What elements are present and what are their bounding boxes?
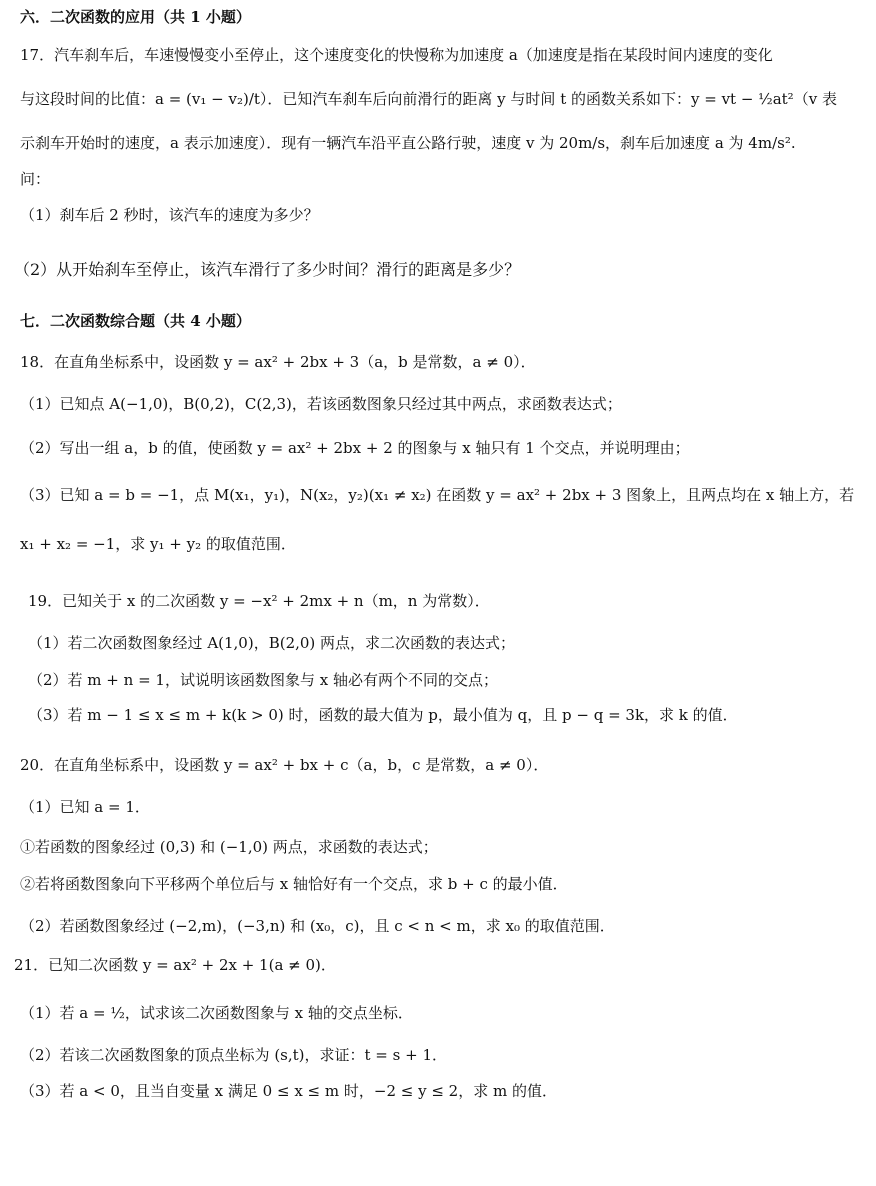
q20-part-1-sub-2: ②若将函数图象向下平移两个单位后与 x 轴恰好有一个交点，求 b + c 的最小值． (20, 875, 568, 893)
q17-part-2: （2）从开始刹车至停止，该汽车滑行了多少时间？滑行的距离是多少？ (14, 260, 521, 279)
q18-part-1: （1）已知点 A(−1,0)，B(0,2)，C(2,3)，若该函数图象只经过其中两点，求函数表达式； (20, 395, 622, 413)
q17-line-3: 示刹车开始时的速度，a 表示加速度）．现有一辆汽车沿平直公路行驶，速度 v 为 20m/s，刹车后加速度 a 为 4m/s². (20, 134, 796, 152)
q21-part-2: （2）若该二次函数图象的顶点坐标为 (s,t)，求证：t = s + 1． (20, 1046, 447, 1064)
q20-part-1: （1）已知 a = 1． (20, 798, 150, 816)
q17-line-4: 问： (20, 170, 51, 188)
q17-line-2: 与这段时间的比值：a = (v₁ − v₂)/t）．已知汽车刹车后向前滑行的距离 y 与时间 t 的函数关系如下：y = vt − ½at²（v 表 (20, 90, 837, 108)
heading-section-6: 六．二次函数的应用（共 1 小题） (20, 8, 251, 26)
q21-part-3: （3）若 a < 0，且当自变量 x 满足 0 ≤ x ≤ m 时，−2 ≤ y ≤ 2，求 m 的值． (20, 1082, 557, 1100)
q18-part-3-line-1: （3）已知 a = b = −1，点 M(x₁，y₁)，N(x₂，y₂)(x₁ ≠ x₂) 在函数 y = ax² + 2bx + 3 图象上，且两点均在 x 轴上方，若 (20, 486, 855, 504)
q21-part-1: （1）若 a = ½，试求该二次函数图象与 x 轴的交点坐标． (20, 1004, 413, 1022)
q19-part-3: （3）若 m − 1 ≤ x ≤ m + k(k > 0) 时，函数的最大值为 p，最小值为 q，且 p − q = 3k，求 k 的值． (28, 706, 738, 724)
q17-part-1: （1）刹车后 2 秒时，该汽车的速度为多少？ (20, 206, 319, 224)
q18-part-3-line-2: x₁ + x₂ = −1，求 y₁ + y₂ 的取值范围． (20, 535, 296, 553)
q20-part-2: （2）若函数图象经过 (−2,m)，(−3,n) 和 (x₀，c)，且 c < n < m，求 x₀ 的取值范围． (20, 917, 615, 935)
heading-section-7: 七．二次函数综合题（共 4 小题） (20, 312, 251, 330)
q21-stem: 21．已知二次函数 y = ax² + 2x + 1(a ≠ 0)． (14, 956, 336, 974)
q19-part-1: （1）若二次函数图象经过 A(1,0)，B(2,0) 两点，求二次函数的表达式； (28, 634, 516, 652)
q17-line-1: 17．汽车刹车后，车速慢慢变小至停止，这个速度变化的快慢称为加速度 a（加速度是指在某段时间内速度的变化 (20, 46, 773, 64)
q18-stem: 18．在直角坐标系中，设函数 y = ax² + 2bx + 3（a，b 是常数，a ≠ 0）． (20, 353, 536, 371)
q19-part-2: （2）若 m + n = 1，试说明该函数图象与 x 轴必有两个不同的交点； (28, 671, 498, 689)
q18-part-2: （2）写出一组 a，b 的值，使函数 y = ax² + 2bx + 2 的图象与 x 轴只有 1 个交点，并说明理由； (20, 439, 690, 457)
q19-stem: 19．已知关于 x 的二次函数 y = −x² + 2mx + n（m，n 为常数）． (28, 592, 490, 610)
q20-stem: 20．在直角坐标系中，设函数 y = ax² + bx + c（a，b，c 是常数，a ≠ 0）． (20, 756, 549, 774)
q20-part-1-sub-1: ①若函数的图象经过 (0,3) 和 (−1,0) 两点，求函数的表达式； (20, 838, 438, 856)
